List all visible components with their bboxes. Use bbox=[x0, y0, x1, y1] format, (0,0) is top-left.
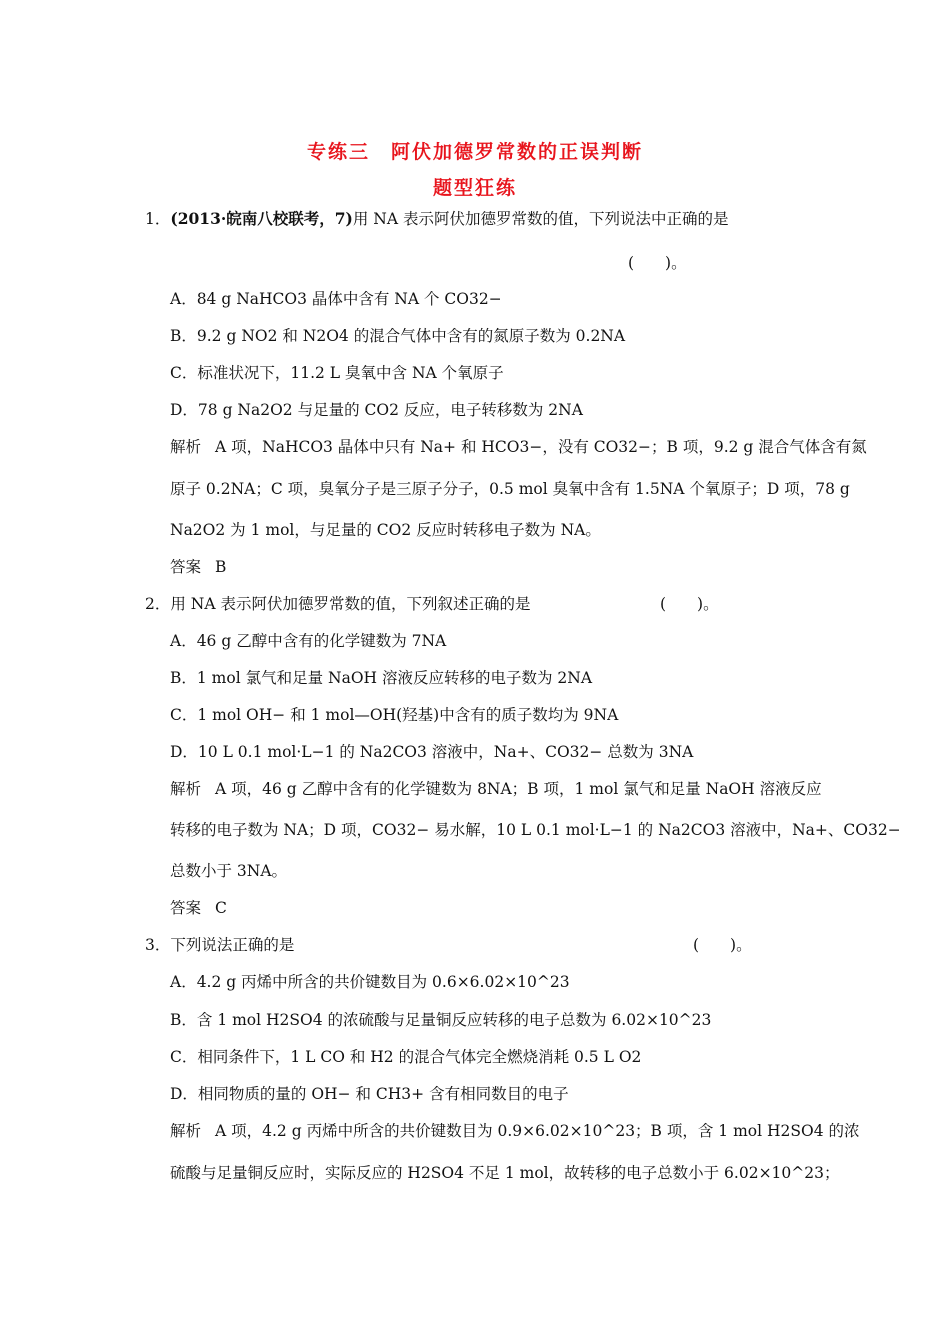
question-3-option-d: D．相同物质的量的 OH− 和 CH3+ 含有相同数目的电子 bbox=[170, 1085, 569, 1103]
question-text: 下列说法正确的是 bbox=[170, 936, 295, 954]
answer-label: 答案 bbox=[170, 558, 202, 576]
question-1-analysis-line-1 bbox=[170, 437, 867, 457]
question-3-analysis-line-1 bbox=[170, 1121, 860, 1141]
question-1-answer bbox=[170, 557, 226, 577]
question-3-analysis-line-2: 硫酸与足量铜反应时，实际反应的 H2SO4 不足 1 mol，故转移的电子总数小于 6.02×10^23； bbox=[170, 1164, 840, 1182]
page-subtitle: 题型狂练 bbox=[432, 177, 517, 199]
question-2-stem bbox=[145, 594, 531, 614]
analysis-label: 解析 bbox=[170, 1122, 202, 1140]
question-1-option-c: C．标准状况下，11.2 L 臭氧中含 NA 个氧原子 bbox=[170, 364, 504, 382]
question-2-option-d: D．10 L 0.1 mol·L−1 的 Na2CO3 溶液中，Na+、CO32− 总数为 3NA bbox=[170, 743, 694, 761]
question-3-stem bbox=[145, 935, 294, 955]
question-number: 2． bbox=[145, 595, 171, 613]
question-text: 用 NA 表示阿伏加德罗常数的值，下列说法中正确的是 bbox=[352, 210, 729, 228]
question-3-option-b: B．含 1 mol H2SO4 的浓硫酸与足量铜反应转移的电子总数为 6.02×10^23 bbox=[170, 1011, 712, 1029]
analysis-label: 解析 bbox=[170, 780, 202, 798]
question-number: 3． bbox=[145, 936, 171, 954]
question-2-answer bbox=[170, 898, 227, 918]
question-source: (2013·皖南八校联考，7) bbox=[170, 209, 353, 228]
question-2-analysis-line-2: 转移的电子数为 NA；D 项，CO32− 易水解，10 L 0.1 mol·L−1 的 Na2CO3 溶液中，Na+、CO32− bbox=[170, 821, 901, 839]
question-1-option-d: D．78 g Na2O2 与足量的 CO2 反应，电子转移数为 2NA bbox=[170, 401, 583, 419]
answer-label: 答案 bbox=[170, 899, 202, 917]
question-1-option-b: B．9.2 g NO2 和 N2O4 的混合气体中含有的氮原子数为 0.2NA bbox=[170, 327, 626, 345]
answer-value: B bbox=[215, 558, 227, 576]
answer-value: C bbox=[215, 899, 227, 917]
analysis-text: A 项，4.2 g 丙烯中所含的共价键数目为 0.9×6.02×10^23；B 项，含 1 mol H2SO4 的浓 bbox=[215, 1122, 860, 1140]
question-number: 1． bbox=[145, 210, 171, 228]
question-1-option-a: A．84 g NaHCO3 晶体中含有 NA 个 CO32− bbox=[170, 290, 502, 308]
question-2-analysis-line-1 bbox=[170, 779, 822, 799]
question-2-answer-bracket: ( )。 bbox=[660, 595, 719, 613]
question-2-option-b: B．1 mol 氯气和足量 NaOH 溶液反应转移的电子数为 2NA bbox=[170, 669, 593, 687]
analysis-text: A 项，46 g 乙醇中含有的化学键数为 8NA；B 项，1 mol 氯气和足量 NaOH 溶液反应 bbox=[215, 780, 822, 798]
page-title: 专练三 阿伏加德罗常数的正误判断 bbox=[306, 141, 643, 163]
question-1-analysis-line-3: Na2O2 为 1 mol，与足量的 CO2 反应时转移电子数为 NA。 bbox=[170, 521, 601, 539]
question-3-option-c: C．相同条件下，1 L CO 和 H2 的混合气体完全燃烧消耗 0.5 L O2 bbox=[170, 1048, 642, 1066]
question-3-answer-bracket: ( )。 bbox=[693, 936, 752, 954]
question-3-option-a: A．4.2 g 丙烯中所含的共价键数目为 0.6×6.02×10^23 bbox=[170, 973, 570, 991]
question-1-answer-bracket: ( )。 bbox=[628, 254, 687, 272]
question-text: 用 NA 表示阿伏加德罗常数的值，下列叙述正确的是 bbox=[170, 595, 531, 613]
question-2-option-a: A．46 g 乙醇中含有的化学键数为 7NA bbox=[170, 632, 447, 650]
analysis-text: A 项，NaHCO3 晶体中只有 Na+ 和 HCO3−，没有 CO32−；B 项，9.2 g 混合气体含有氮 bbox=[215, 438, 867, 456]
analysis-label: 解析 bbox=[170, 438, 202, 456]
question-2-analysis-line-3: 总数小于 3NA。 bbox=[170, 862, 288, 880]
question-1-stem bbox=[145, 209, 729, 229]
question-1-analysis-line-2: 原子 0.2NA；C 项，臭氧分子是三原子分子，0.5 mol 臭氧中含有 1.5NA 个氧原子；D 项，78 g bbox=[170, 480, 850, 498]
question-2-option-c: C．1 mol OH− 和 1 mol—OH(羟基)中含有的质子数均为 9NA bbox=[170, 706, 619, 724]
